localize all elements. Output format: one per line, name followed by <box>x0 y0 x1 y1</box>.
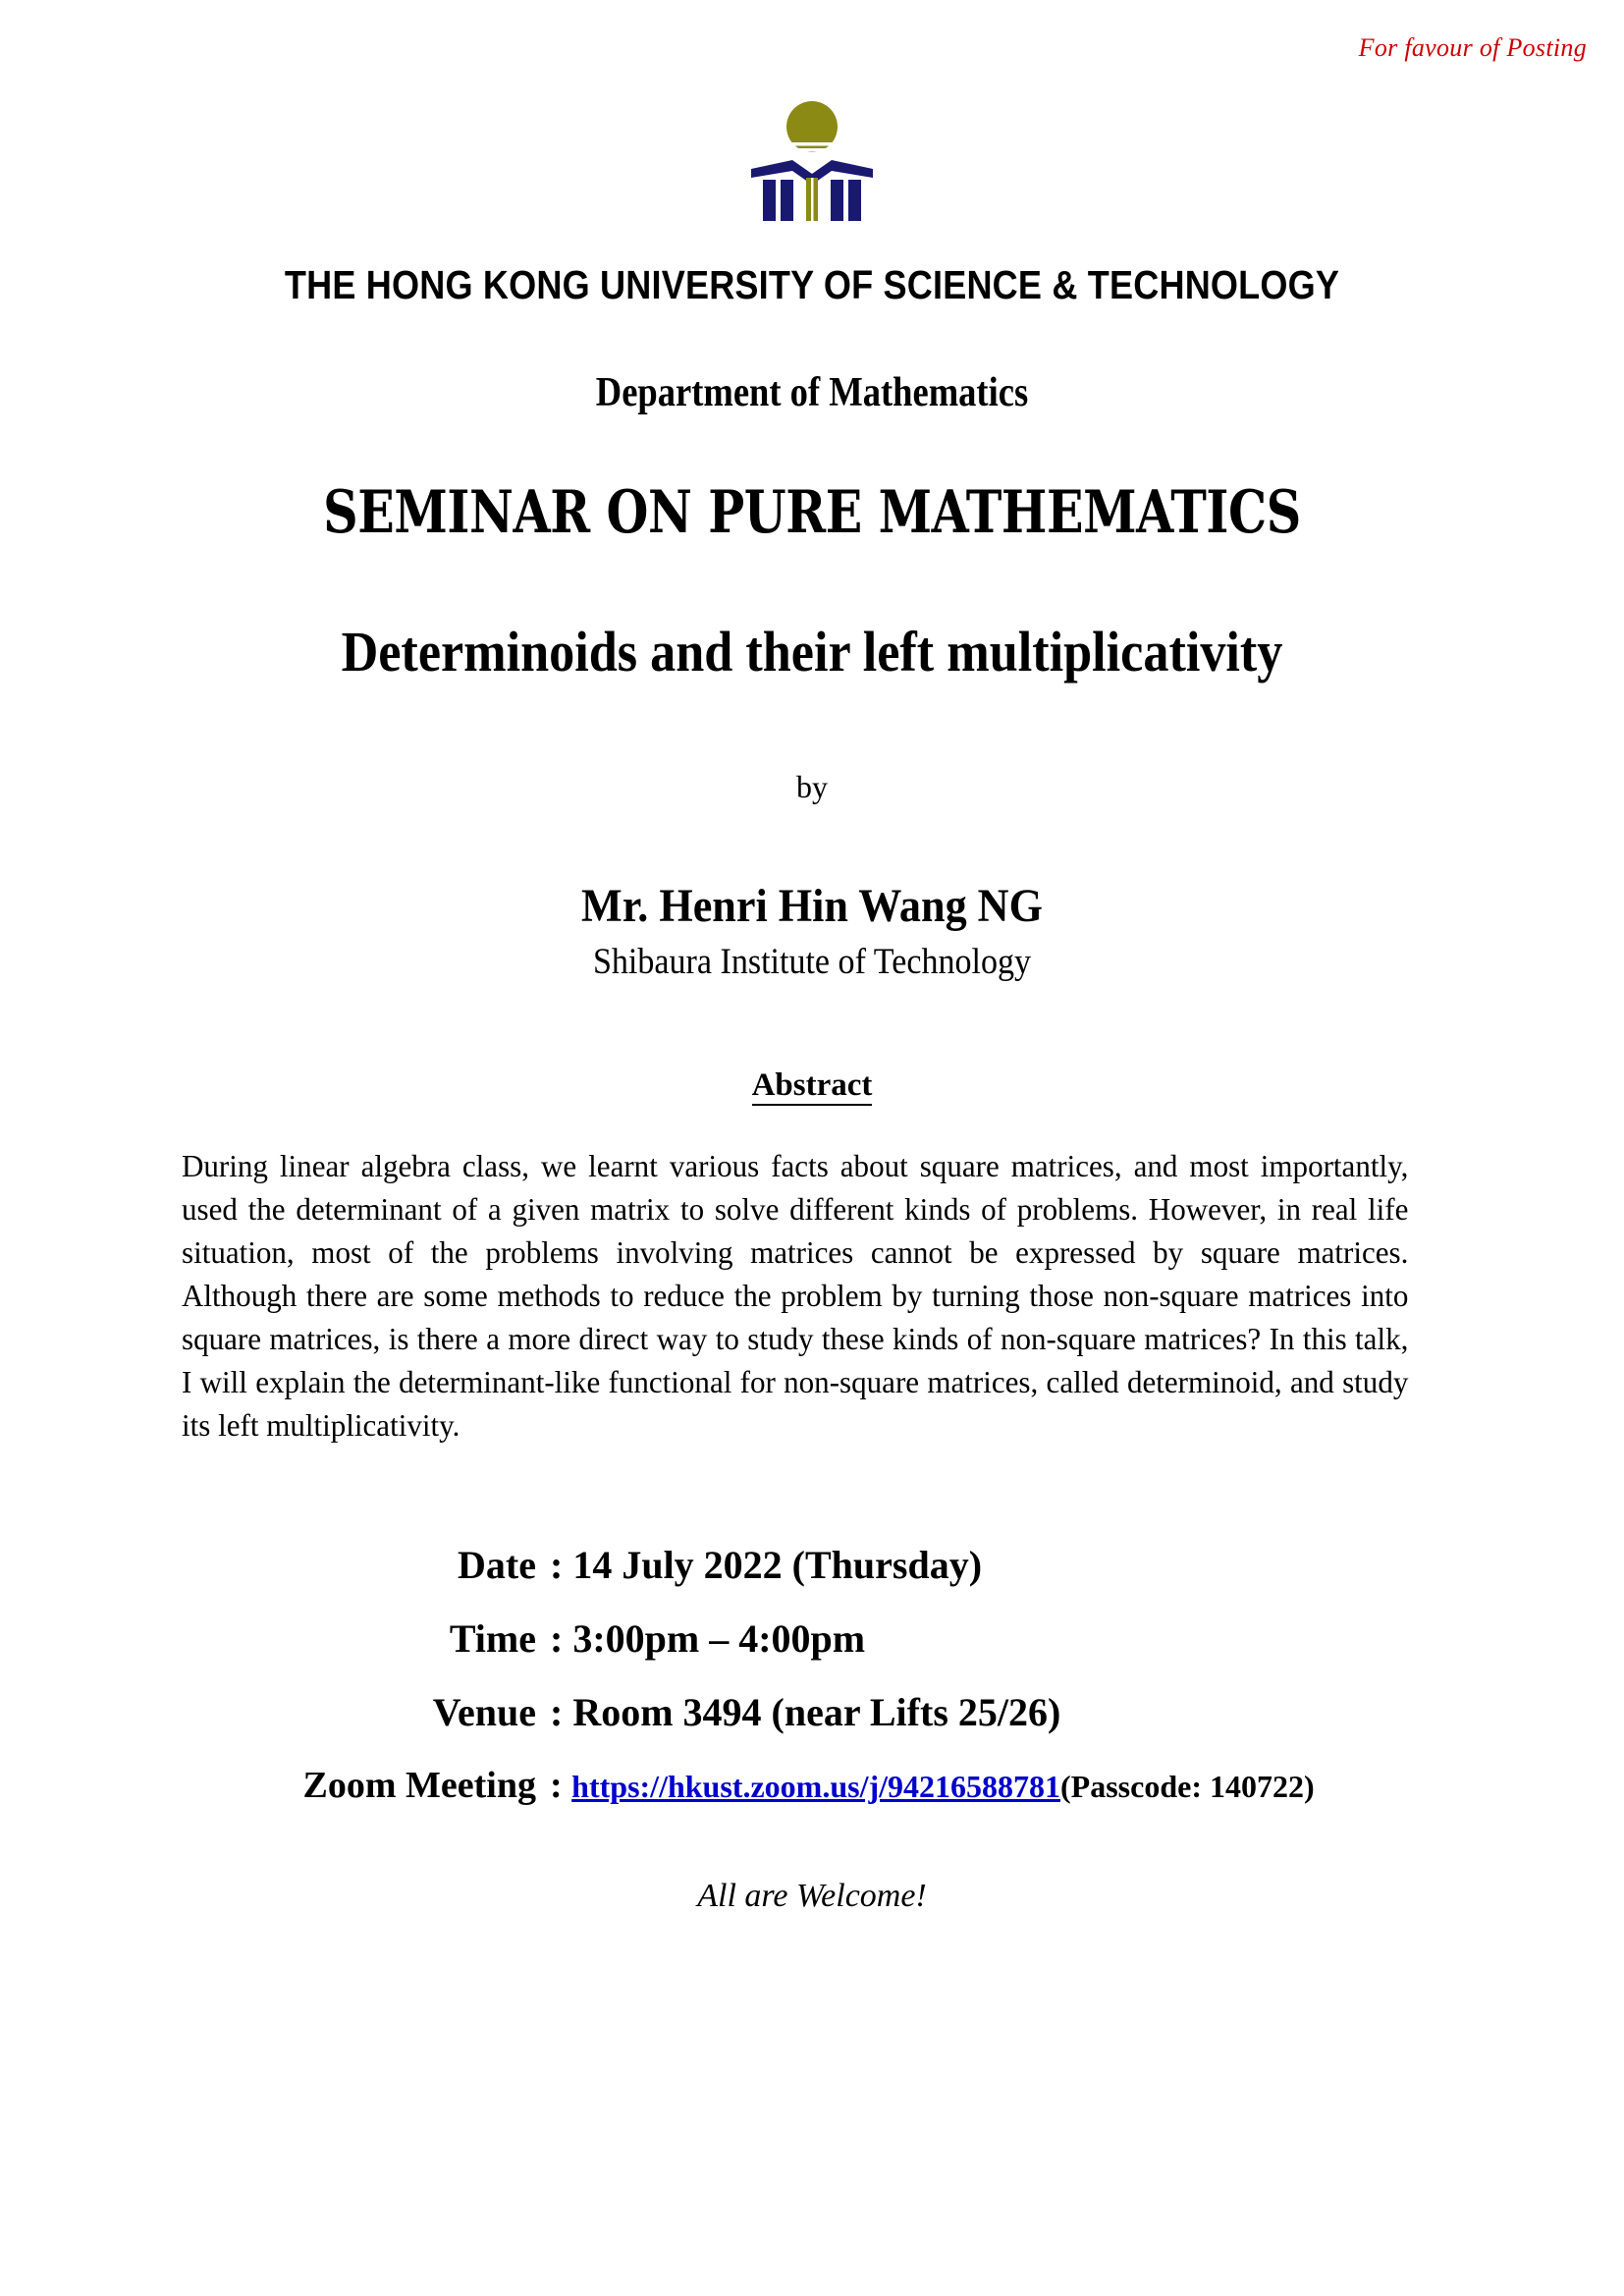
venue-value: : Room 3494 (near Lifts 25/26) <box>550 1690 1061 1734</box>
abstract-heading <box>0 1067 1624 1104</box>
detail-row-zoom <box>0 1749 1624 1824</box>
event-details <box>0 1528 1624 1824</box>
speaker-affiliation: Shibaura Institute of Technology <box>592 942 1032 982</box>
welcome-line: All are Welcome! <box>697 1878 927 1914</box>
zoom-meeting-link[interactable]: https://hkust.zoom.us/j/94216588781 <box>571 1769 1060 1804</box>
zoom-passcode: (Passcode: 140722) <box>1060 1769 1315 1804</box>
abstract-text: During linear algebra class, we learnt various facts about square matrices, and most importantly, used the determinant of a given matrix to solve different kinds of problems. However, in real life situation, most of the problems involving matrices cannot be expressed by square matrices. Although there are some methods to reduce the problem by turning those non-square matrices into square matrices, is there a more direct way to study these kinds of non-square matrices? In this talk, I will explain the determinant-like functional for non-square matrices, called determinoid, and study its left multiplicativity. <box>182 1148 1409 1443</box>
zoom-value <box>550 1749 1315 1824</box>
zoom-label: Zoom Meeting <box>302 1765 536 1806</box>
detail-row-time <box>0 1602 1624 1675</box>
posting-note: For favour of Posting <box>1358 33 1587 62</box>
detail-row-date <box>0 1528 1624 1602</box>
zoom-colon: : <box>550 1765 563 1806</box>
date-label: Date <box>458 1543 536 1587</box>
by-label: by <box>796 769 828 804</box>
abstract-heading-text: Abstract <box>752 1067 873 1106</box>
university-name: THE HONG KONG UNIVERSITY OF SCIENCE & TECHNOLOGY <box>284 262 1340 307</box>
hkust-logo <box>733 93 891 221</box>
talk-title: Determinoids and their left multiplicativity <box>341 620 1283 683</box>
venue-label: Venue <box>432 1690 536 1734</box>
detail-row-venue <box>0 1675 1624 1749</box>
time-label: Time <box>449 1616 536 1661</box>
date-value: : 14 July 2022 (Thursday) <box>550 1543 983 1587</box>
time-value: : 3:00pm – 4:00pm <box>550 1616 866 1661</box>
department-name: Department of Mathematics <box>595 370 1029 415</box>
seminar-heading: SEMINAR ON PURE MATHEMATICS <box>323 478 1301 547</box>
speaker-name: Mr. Henri Hin Wang NG <box>581 880 1043 932</box>
